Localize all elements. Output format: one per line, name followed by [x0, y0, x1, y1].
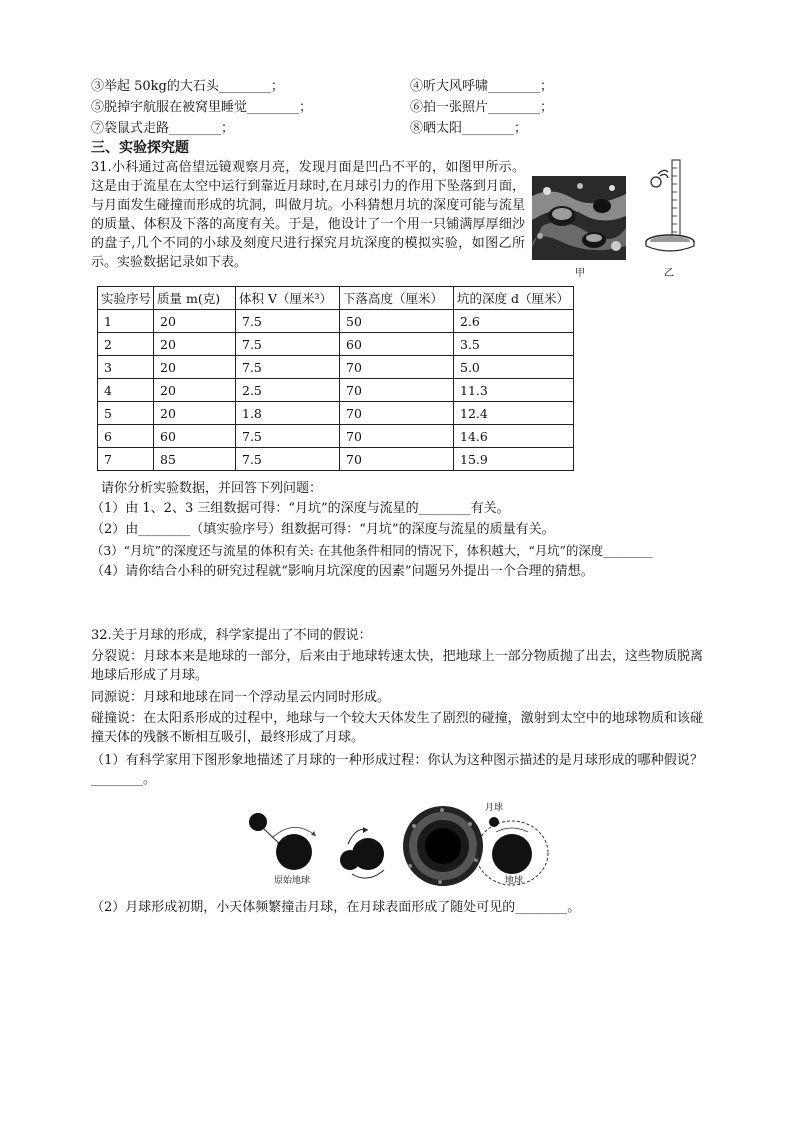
q31-text: 31.小科通过高倍望远镜观察月亮，发现月面是凹凸不平的，如图甲所示。这是由于流星在太空中运行到靠近月球时,在月球引力的作用下坠落到月面，与月面发生碰撞而形成的坑洞，叫做月坑。小科猜想月坑的深度可能与流星的质量、体积及下落的高度有关。于是，他设计了一个用一只铺满厚厚细沙的盘子,几个不同的小球及刻度尺进行探究月坑深度的模拟实验，如图乙所示。实验数据记录如下表。: [91, 160, 525, 270]
table-header-cell: 质量 m(克): [154, 287, 236, 310]
table-cell: 15.9: [454, 448, 574, 471]
table-cell: 14.6: [454, 425, 574, 448]
table-header-cell: 坑的深度 d（厘米）: [454, 287, 574, 310]
item-3: ③举起 50kg的大石头________；: [91, 79, 284, 94]
table-cell: 3: [98, 356, 154, 379]
table-row: [98, 310, 574, 333]
fig-a-label: 甲: [575, 268, 585, 279]
table-header-cell: 下落高度（厘米）: [340, 287, 454, 310]
table-cell: 7.5: [236, 448, 340, 471]
experiment-data-table: [97, 286, 574, 471]
table-header-cell: 实验序号: [98, 287, 154, 310]
table-cell: 4: [98, 379, 154, 402]
table-cell: 20: [154, 310, 236, 333]
item-6: ⑥拍一张照片________；: [410, 100, 554, 115]
q32-sub1: （1）有科学家用下图形象地描述了月球的一种形成过程：你认为这种图示描述的是月球形成的哪种假说？________。: [91, 753, 703, 787]
table-header-row: [98, 287, 574, 310]
earth-body: [492, 834, 532, 874]
caption-moon: 月球: [485, 803, 504, 813]
table-cell: 85: [154, 448, 236, 471]
section-title: 三、实验探究题: [91, 140, 189, 156]
table-cell: 7.5: [236, 310, 340, 333]
moon-surface-photo: [532, 176, 626, 260]
q31-sub4: （4）请你结合小科的研究过程就“影响月坑深度的因素”问题另外提出一个合理的猜想。: [91, 564, 594, 579]
table-cell: 2.5: [236, 379, 340, 402]
table-row: [98, 379, 574, 402]
table-cell: 2.6: [454, 310, 574, 333]
table-cell: 60: [340, 333, 454, 356]
table-cell: 12.4: [454, 402, 574, 425]
table-cell: 20: [154, 356, 236, 379]
table-cell: 2: [98, 333, 154, 356]
table-cell: 11.3: [454, 379, 574, 402]
q31-sub2: （2）由________（填实验序号）组数据可得：“月坑”的深度与流星的质量有关。: [91, 522, 555, 537]
table-row: [98, 425, 574, 448]
table-cell: 3.5: [454, 333, 574, 356]
table-row: [98, 448, 574, 471]
table-cell: 20: [154, 402, 236, 425]
table-cell: 7.5: [236, 333, 340, 356]
table-cell: 70: [340, 356, 454, 379]
table-cell: 70: [340, 379, 454, 402]
table-cell: 1.8: [236, 402, 340, 425]
table-cell: 1: [98, 310, 154, 333]
table-row: [98, 402, 574, 425]
caption-primordial-earth: 原始地球: [274, 876, 311, 886]
table-cell: 70: [340, 402, 454, 425]
q32-intro: 32.关于月球的形成，科学家提出了不同的假说：: [91, 628, 372, 643]
table-header-cell: 体积 V（厘米³）: [236, 287, 340, 310]
table-cell: 7.5: [236, 356, 340, 379]
table-cell: 5.0: [454, 356, 574, 379]
table-cell: 50: [340, 310, 454, 333]
table-cell: 7.5: [236, 425, 340, 448]
table-cell: 5: [98, 402, 154, 425]
item-4: ④听大风呼啸________；: [410, 79, 554, 94]
q31-prompt: 请你分析实验数据，并回答下列问题：: [101, 481, 323, 496]
item-5: ⑤脱掉宇航服在被窝里睡觉________；: [91, 100, 313, 115]
caption-earth: 地球: [505, 876, 524, 886]
q31-sub1: （1）由 1、2、3 三组数据可得：“月坑”的深度与流星的________有关。: [91, 501, 510, 516]
table-cell: 20: [154, 333, 236, 356]
item-7: ⑦袋鼠式走路________；: [91, 121, 235, 136]
table-cell: 60: [154, 425, 236, 448]
q32-sub2: （2）月球形成初期，小天体频繁撞击月球，在月球表面形成了随处可见的________。: [91, 900, 581, 915]
table-cell: 20: [154, 379, 236, 402]
table-cell: 70: [340, 425, 454, 448]
table-row: [98, 356, 574, 379]
q32-hypothesis-coformation: 同源说：月球和地球在同一个浮动星云内同时形成。: [91, 690, 391, 705]
table-cell: 6: [98, 425, 154, 448]
item-8: ⑧晒太阳________；: [410, 121, 528, 136]
impactor-body: [249, 813, 267, 831]
table-row: [98, 333, 574, 356]
q32-hypothesis-impact: 碰撞说：在太阳系形成的过程中，地球与一个较大天体发生了剧烈的碰撞，激射到太空中的地球物质和该碰撞天体的残骸不断相互吸引，最终形成了月球。: [91, 711, 703, 745]
q31-sub3: （3）“月坑”的深度还与流星的体积有关: 在其他条件相同的情况下，体积越大，“月坑”的深度________: [91, 543, 653, 558]
fig-b-label: 乙: [664, 268, 674, 279]
ruler-sand-dish-figure: [640, 158, 700, 262]
table-cell: 7: [98, 448, 154, 471]
q32-hypothesis-fission: 分裂说：月球本来是地球的一部分，后来由于地球转速太快，把地球上一部分物质抛了出去，这些物质脱离地球后形成了月球。: [91, 649, 703, 683]
moon-body: [489, 817, 499, 827]
primordial-earth: [276, 834, 312, 870]
table-cell: 70: [340, 448, 454, 471]
